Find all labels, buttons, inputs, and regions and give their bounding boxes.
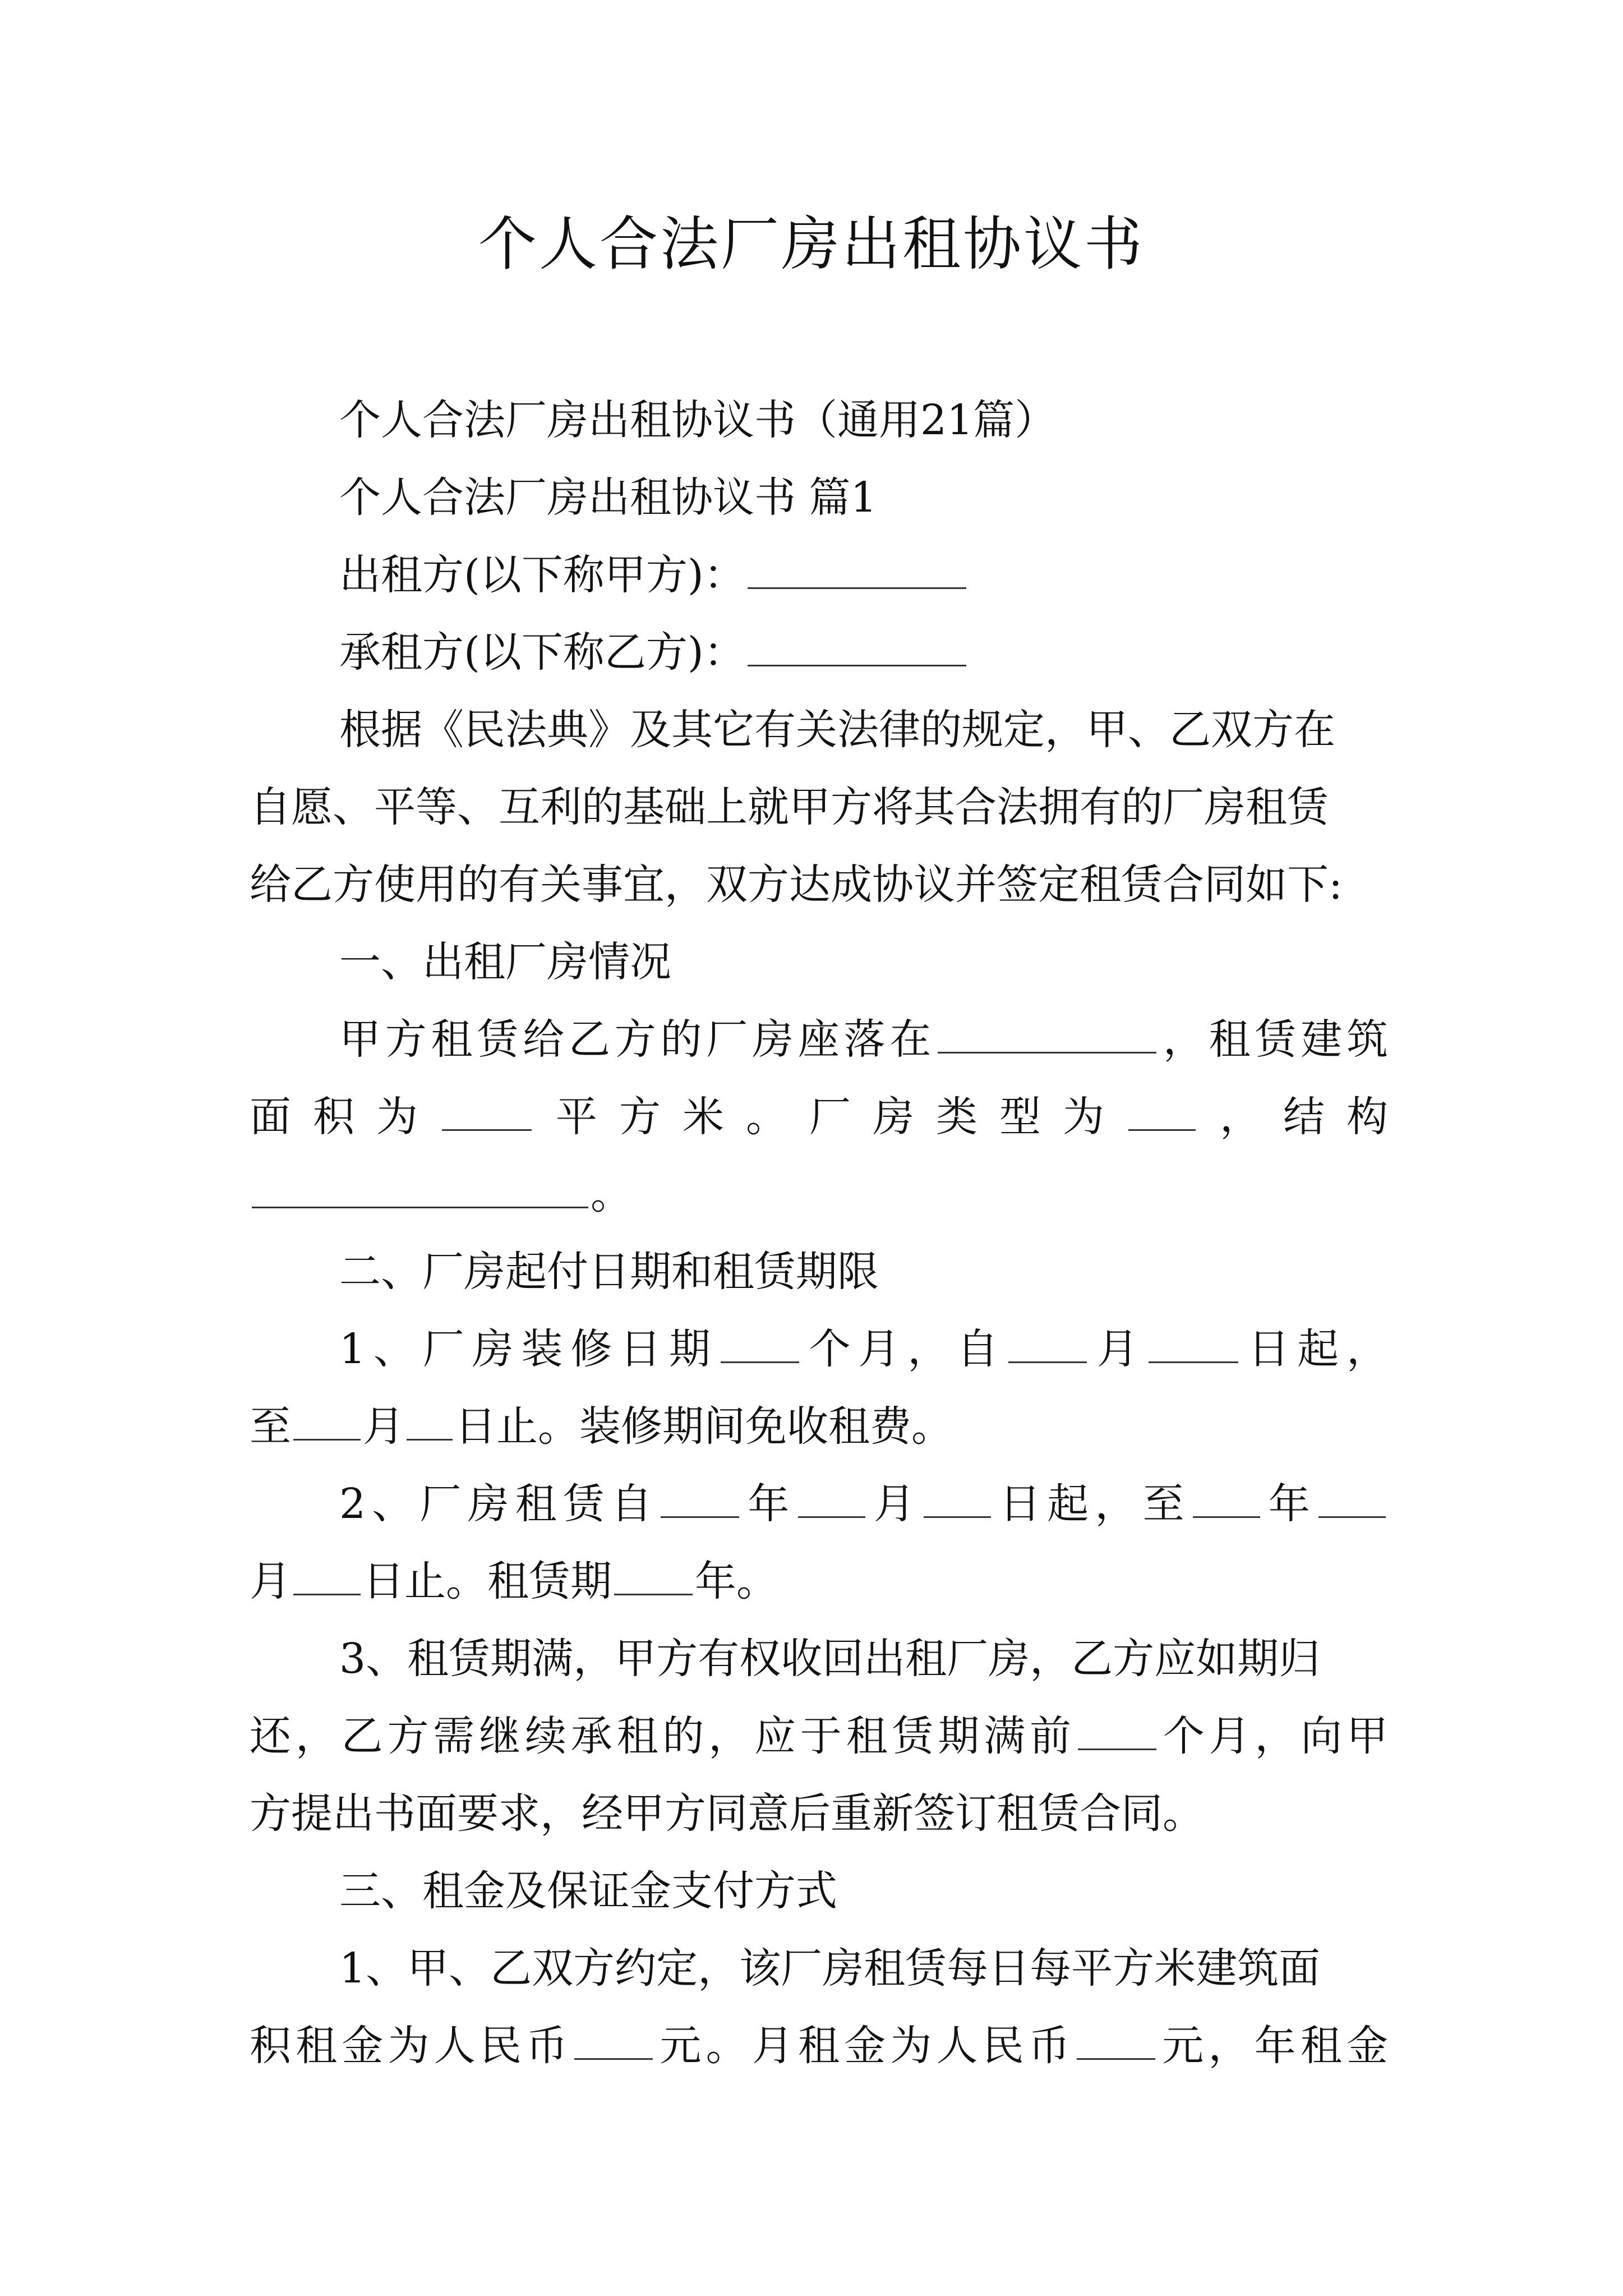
lease-start-month-blank	[798, 1481, 865, 1518]
lessor-label: 出租方(以下称甲方)：	[339, 551, 745, 599]
section-1-line-3	[250, 1156, 1388, 1233]
end-day-blank	[407, 1404, 453, 1441]
item-2-line-2	[250, 1543, 1388, 1620]
s1-text-f: 。	[591, 1170, 632, 1218]
subtitle: 个人合法厂房出租协议书（通用21篇）	[339, 396, 1057, 444]
item1-text-a: 1、厂房装修日期	[339, 1325, 718, 1373]
item2-text-a: 2、厂房租赁自	[339, 1480, 659, 1528]
item-2-line-1	[250, 1465, 1388, 1543]
intro-line-2: 自愿、平等、互利的基础上就甲方将其合法拥有的厂房租赁	[250, 783, 1329, 831]
lessee-line	[250, 614, 1388, 691]
section-3-line-2	[250, 2007, 1388, 2085]
s1-text-d: 平方米。厂房类型为	[534, 1093, 1126, 1141]
area-blank	[442, 1094, 532, 1131]
section-3-line-1: 1、甲、乙双方约定，该厂房租赁每日每平方米建筑面	[339, 1944, 1321, 1993]
lease-start-day-blank	[924, 1481, 991, 1518]
end-month-blank	[293, 1404, 361, 1441]
start-month-blank	[1008, 1327, 1087, 1363]
s1-text-b: ，租赁建筑	[1159, 1015, 1388, 1064]
location-blank	[938, 1017, 1156, 1053]
lease-end-month-blank-a	[1318, 1481, 1386, 1518]
item-3-line-2	[250, 1697, 1388, 1775]
item1-text-d: 日起，	[1240, 1325, 1388, 1373]
item2-text-b: 年	[741, 1480, 796, 1528]
item-3-line-3: 方提出书面要求，经甲方同意后重新签订租赁合同。	[250, 1789, 1204, 1838]
document-body	[250, 381, 1388, 2085]
lease-start-year-blank	[661, 1481, 739, 1518]
chapter-heading: 个人合法厂房出租协议书 篇1	[339, 473, 877, 522]
lease-end-day-blank	[293, 1559, 361, 1595]
item-1-line-2	[250, 1388, 1388, 1465]
item1-text-f: 月	[363, 1402, 404, 1451]
s1-text-e: ，结构	[1198, 1093, 1388, 1141]
item1-text-b: 个月，自	[801, 1325, 1006, 1373]
section-1-heading: 一、出租厂房情况	[339, 938, 671, 986]
s3-text-c: 元，年租金	[1158, 2022, 1388, 2070]
section-1-line-1	[250, 1001, 1388, 1078]
s1-text-a: 甲方租赁给乙方的厂房座落在	[339, 1015, 936, 1064]
lessor-blank	[748, 553, 966, 589]
notice-months-blank	[1078, 1714, 1156, 1750]
intro-line-3: 给乙方使用的有关事宜，双方达成协议并签定租赁合同如下:	[250, 861, 1343, 909]
item2-text-f: 月	[250, 1557, 291, 1605]
lessor-line	[250, 536, 1388, 614]
type-blank	[1128, 1094, 1196, 1131]
monthly-rent-blank	[1077, 2023, 1155, 2060]
item1-text-e: 至	[250, 1402, 291, 1451]
item-1-line-1	[250, 1310, 1388, 1388]
lease-years-blank	[614, 1559, 693, 1595]
item-3-line-1: 3、租赁期满，甲方有权收回出租厂房，乙方应如期归	[339, 1635, 1321, 1683]
item3-text-a: 还，乙方需继续承租的，应于租赁期满前	[250, 1712, 1076, 1760]
lessee-blank	[748, 630, 966, 666]
daily-rent-blank	[574, 2023, 653, 2060]
lessee-label: 承租方(以下称乙方)：	[339, 628, 745, 677]
section-2-heading: 二、厂房起付日期和租赁期限	[339, 1248, 879, 1296]
section-3-heading: 三、租金及保证金支付方式	[339, 1867, 837, 1915]
item2-text-d: 日起，至	[993, 1480, 1191, 1528]
item1-text-c: 月	[1089, 1325, 1146, 1373]
start-day-blank	[1149, 1327, 1238, 1363]
item2-text-e: 年	[1262, 1480, 1317, 1528]
lease-end-year-blank	[1193, 1481, 1260, 1518]
item3-text-b: 个月，向甲	[1158, 1712, 1388, 1760]
section-1-line-2	[250, 1078, 1388, 1156]
structure-blank	[252, 1172, 588, 1208]
item1-text-g: 日止。装修期间免收租费。	[455, 1402, 953, 1451]
intro-line-1: 根据《民法典》及其它有关法律的规定，甲、乙双方在	[339, 706, 1335, 754]
item2-text-c: 月	[867, 1480, 921, 1528]
decoration-months-blank	[721, 1327, 799, 1363]
item2-text-g: 日止。租赁期	[363, 1557, 612, 1605]
item2-text-h: 年。	[695, 1557, 778, 1605]
s1-text-c: 面积为	[250, 1093, 440, 1141]
s3-text-a: 积租金为人民币	[250, 2022, 573, 2070]
document-title: 个人合法厂房出租协议书	[478, 210, 1145, 278]
s3-text-b: 元。月租金为人民币	[655, 2022, 1075, 2070]
